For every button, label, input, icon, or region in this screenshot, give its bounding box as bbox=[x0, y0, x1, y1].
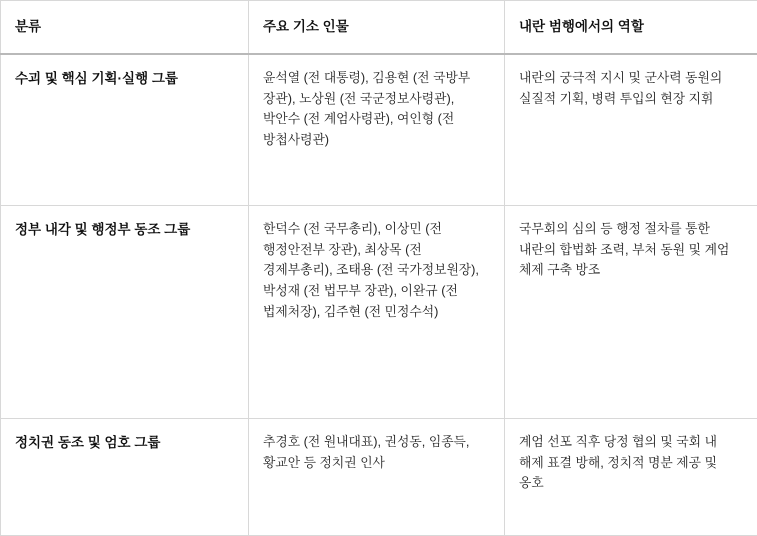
table-row bbox=[1, 205, 757, 418]
table-body bbox=[1, 54, 757, 536]
cell-category: 정치권 동조 및 엄호 그룹 bbox=[1, 418, 249, 535]
table-row bbox=[1, 54, 757, 206]
cell-people: 한덕수 (전 국무총리), 이상민 (전 행정안전부 장관), 최상목 (전 경제부총리), 조태용 (전 국가정보원장), 박성재 (전 법무부 장관), 이완규 (전 법제처장), 김주현 (전 민정수석) bbox=[249, 205, 505, 418]
cell-people: 추경호 (전 원내대표), 권성동, 임종득, 황교안 등 정치권 인사 bbox=[249, 418, 505, 535]
cell-category: 수괴 및 핵심 기획·실행 그룹 bbox=[1, 54, 249, 206]
table-header-row bbox=[1, 1, 757, 54]
table-row bbox=[1, 418, 757, 535]
cell-people: 윤석열 (전 대통령), 김용현 (전 국방부 장관), 노상원 (전 국군정보사령관), 박안수 (전 계엄사령관), 여인형 (전 방첩사령관) bbox=[249, 54, 505, 206]
column-header-people: 주요 기소 인물 bbox=[249, 1, 505, 54]
cell-role: 국무회의 심의 등 행정 절차를 통한 내란의 합법화 조력, 부처 동원 및 계엄 체제 구축 방조 bbox=[505, 205, 757, 418]
table-header bbox=[1, 1, 757, 54]
cell-role: 계엄 선포 직후 당정 협의 및 국회 내 해제 표결 방해, 정치적 명분 제공 및 옹호 bbox=[505, 418, 757, 535]
column-header-role: 내란 범행에서의 역할 bbox=[505, 1, 757, 54]
cell-role: 내란의 궁극적 지시 및 군사력 동원의 실질적 기획, 병력 투입의 현장 지휘 bbox=[505, 54, 757, 206]
cell-category: 정부 내각 및 행정부 동조 그룹 bbox=[1, 205, 249, 418]
column-header-category: 분류 bbox=[1, 1, 249, 54]
